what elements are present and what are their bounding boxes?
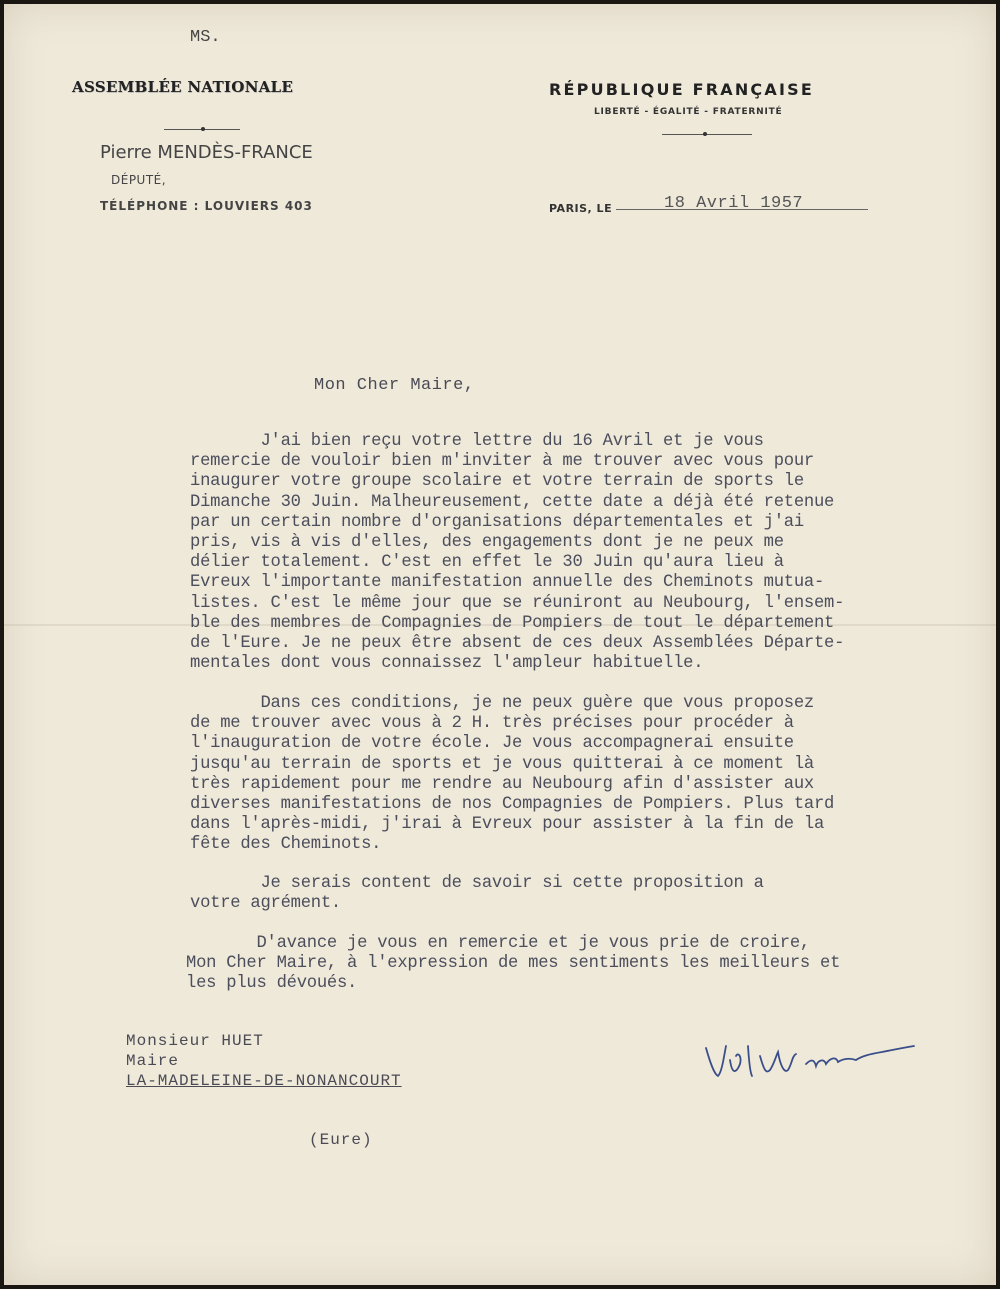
body-line: délier totalement. C'est en effet le 30 Juin qu'aura lieu à [190, 553, 784, 573]
body-line: l'inauguration de votre école. Je vous accompagnerai ensuite [190, 734, 794, 754]
recipient-town: LA-MADELEINE-DE-NONANCOURT [126, 1072, 402, 1090]
body-line: remercie de vouloir bien m'inviter à me trouver avec vous pour [190, 452, 814, 472]
body-paragraph-3 [190, 874, 764, 914]
republic-heading: RÉPUBLIQUE FRANÇAISE [549, 80, 814, 99]
body-line: de l'Eure. Je ne peux être absent de ces deux Assemblées Départe- [190, 634, 845, 654]
body-line: listes. C'est le même jour que se réuniront au Neubourg, l'ensem- [190, 593, 845, 613]
ms-mark: MS. [190, 28, 221, 47]
assembly-letterhead: ASSEMBLÉE NATIONALE [72, 78, 294, 96]
recipient-department: (Eure) [309, 1131, 373, 1149]
body-line: dans l'après-midi, j'irai à Evreux pour assister à la fin de la [190, 815, 825, 835]
body-line: Dimanche 30 Juin. Malheureusement, cette date a déjà été retenue [190, 492, 835, 512]
body-line: ble des membres de Compagnies de Pompiers de tout le département [190, 613, 835, 633]
body-line: mentales dont vous connaissez l'ampleur habituelle. [190, 654, 704, 674]
body-line: votre agrément. [190, 894, 341, 914]
body-line: Je serais content de savoir si cette proposition a [190, 874, 764, 893]
body-line: diverses manifestations de nos Compagnies de Pompiers. Plus tard [190, 795, 835, 815]
letter-sheet [4, 4, 996, 1285]
letterhead-dot-left [201, 127, 205, 131]
body-line: J'ai bien reçu votre lettre du 16 Avril et je vous [190, 432, 764, 451]
body-line: pris, vis à vis d'elles, des engagements dont je ne peux me [190, 533, 784, 553]
letterhead-dot-right [703, 132, 707, 136]
deputy-name: Pierre MENDÈS-FRANCE [100, 142, 313, 163]
body-line: Dans ces conditions, je ne peux guère que vous proposez [190, 694, 814, 713]
body-line: Evreux l'importante manifestation annuelle des Cheminots mutua- [190, 573, 825, 593]
body-paragraph-1 [190, 432, 844, 674]
place-label: PARIS, LE [549, 202, 613, 215]
letterhead-rule-right [662, 134, 752, 135]
recipient-title: Maire [126, 1052, 180, 1070]
body-line: les plus dévoués. [186, 974, 358, 994]
body-line: jusqu'au terrain de sports et je vous quitterai à ce moment là [190, 754, 814, 774]
republic-motto: LIBERTÉ - ÉGALITÉ - FRATERNITÉ [594, 107, 783, 117]
body-line: inaugurer votre groupe scolaire et votre terrain de sports le [190, 472, 804, 492]
body-line: D'avance je vous en remercie et je vous prie de croire, [186, 934, 810, 953]
handwritten-signature [702, 1034, 922, 1084]
body-paragraph-2 [190, 694, 834, 856]
telephone: TÉLÉPHONE : LOUVIERS 403 [100, 199, 313, 213]
body-line: de me trouver avec vous à 2 H. très précises pour procéder à [190, 714, 794, 734]
body-line: fête des Cheminots. [190, 835, 382, 855]
salutation: Mon Cher Maire, [314, 376, 475, 395]
body-line: très rapidement pour me rendre au Neubourg afin d'assister aux [190, 774, 814, 794]
body-line: par un certain nombre d'organisations départementales et j'ai [190, 512, 804, 532]
deputy-title: DÉPUTÉ, [111, 173, 167, 187]
letter-date: 18 Avril 1957 [664, 194, 804, 213]
body-paragraph-4 [186, 934, 840, 995]
body-line: Mon Cher Maire, à l'expression de mes sentiments les meilleurs et [186, 954, 841, 974]
recipient-name: Monsieur HUET [126, 1032, 264, 1050]
